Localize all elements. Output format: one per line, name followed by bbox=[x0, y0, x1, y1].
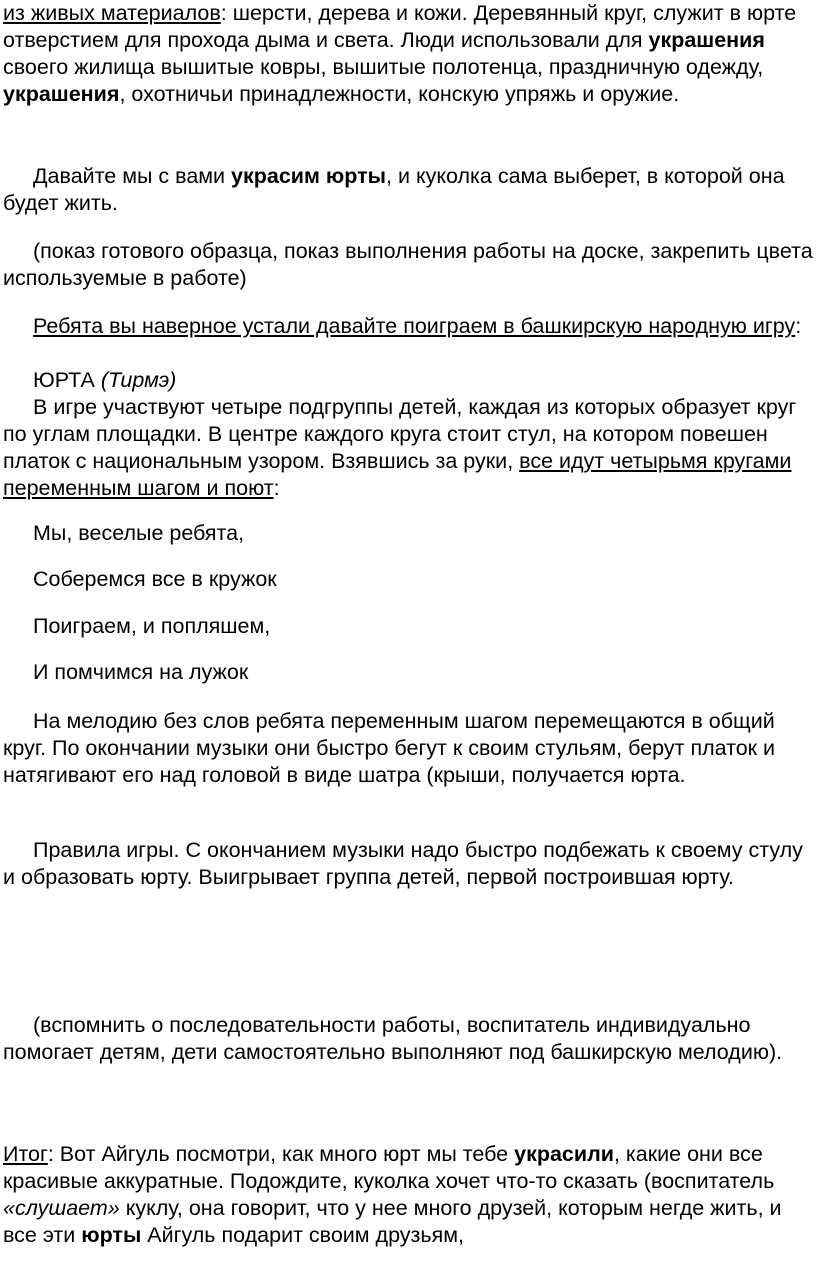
paragraph-game-process: На мелодию без слов ребята переменным шагом перемещаются в общий круг. По окончании музыки они быстро бегут к своим стульям, берут платок и натягивают его над головой в виде шатра (крыши, получается юрта. bbox=[3, 709, 776, 787]
text-run: В игре участвуют четыре подгруппы детей, каждая из которых образует круг по углам площадки. В центре каждого круга стоит стул, на котором повешен платок с национальным узором. Взявшись за руки, bbox=[3, 395, 797, 473]
game-name: ЮРТА bbox=[33, 368, 101, 392]
paragraph-game-rules: Правила игры. С окончанием музыки надо быстро подбежать к своему стулу и образовать юрту. Выигрывает группа детей, первой построившая юрту. bbox=[3, 838, 803, 889]
text-run: своего жилища вышитые ковры, вышитые полотенца, праздничную одежду, bbox=[3, 55, 764, 79]
paragraph-work-sequence: (вспомнить о последовательности работы, воспитатель индивидуально помогает детям, дети самостоятельно выполняют под башкирскую мелодию). bbox=[3, 1013, 783, 1064]
bold-word: украсили bbox=[514, 1142, 614, 1166]
text-run: , охотничьи принадлежности, конскую упряжь и оружие. bbox=[119, 82, 680, 106]
paragraph-summary bbox=[3, 1141, 813, 1249]
underlined-phrase: из живых материалов bbox=[3, 1, 221, 25]
bold-word: украшения bbox=[648, 28, 765, 52]
verse-line: Поиграем, и попляшем, bbox=[33, 614, 271, 638]
bold-word: юрты bbox=[81, 1223, 142, 1247]
text-run: : Вот Айгуль посмотри, как много юрт мы тебе bbox=[47, 1142, 515, 1166]
text-run: , какие они все красивые аккуратные. Подождите, куколка хочет что-то сказать (воспитатель bbox=[3, 1142, 775, 1193]
text-run: куклу, она говорит, что у нее много друзей, которым негде жить, и все эти bbox=[3, 1196, 782, 1247]
summary-label: Итог bbox=[3, 1142, 48, 1166]
verse-line: И помчимся на лужок bbox=[33, 660, 249, 684]
game-name-bashkir: (Тирмэ) bbox=[100, 368, 177, 392]
text-run: : bbox=[273, 476, 280, 500]
text-run: Давайте мы с вами bbox=[33, 164, 232, 188]
underlined-phrase: все идут четырьмя кругами переменным шагом и поют bbox=[3, 449, 792, 500]
text-run: , и куколка сама выберет, в которой она будет жить. bbox=[3, 164, 785, 215]
verse-line: Мы, веселые ребята, bbox=[33, 521, 245, 545]
text-run: : bbox=[795, 314, 802, 338]
paragraph-game-intro bbox=[3, 313, 813, 340]
paragraph-game-title bbox=[3, 367, 813, 394]
bold-word: украшения bbox=[3, 82, 120, 106]
italic-phrase: «слушает» bbox=[3, 1196, 120, 1220]
underlined-phrase: Ребята вы наверное устали давайте поиграем в башкирскую народную игру bbox=[33, 314, 796, 338]
paragraph-materials bbox=[3, 0, 813, 108]
paragraph-game-description bbox=[3, 394, 813, 502]
bold-phrase: украсим юрты bbox=[231, 164, 387, 188]
paragraph-decorate-yurts bbox=[3, 163, 813, 217]
text-run: Айгуль подарит своим друзьям, bbox=[141, 1223, 465, 1247]
verse-line: Соберемся все в кружок bbox=[33, 567, 277, 591]
paragraph-show-sample: (показ готового образца, показ выполнения работы на доске, закрепить цвета используемые в работе) bbox=[3, 239, 813, 290]
text-run: : шерсти, дерева и кожи. Деревянный круг, служит в юрте отверстием для прохода дыма и света. Люди использовали для bbox=[3, 1, 797, 52]
